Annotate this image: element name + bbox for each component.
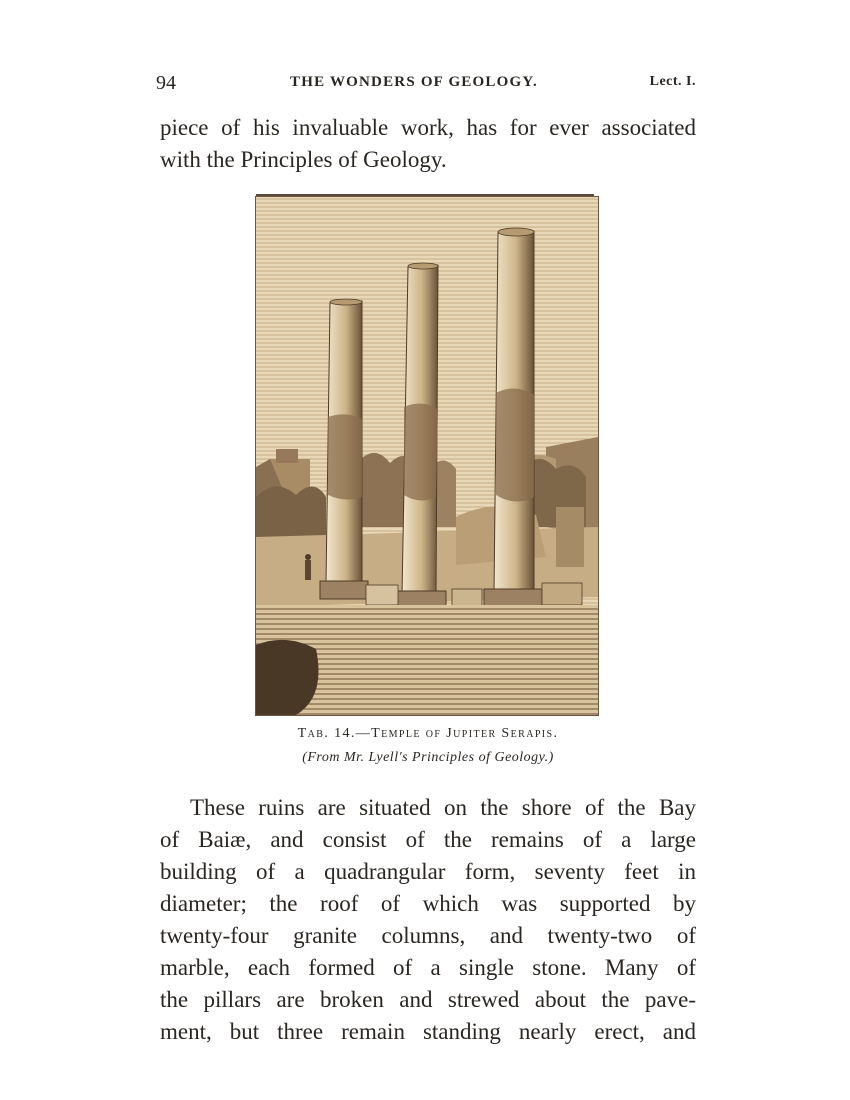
human-figure bbox=[305, 554, 311, 580]
text-line: marble, each formed of a single stone. Many of bbox=[160, 955, 696, 980]
page-header bbox=[156, 72, 696, 96]
text-line: of Baiæ, and consist of the remains of a large bbox=[160, 827, 696, 852]
text-line: diameter; the roof of which was supported by bbox=[160, 891, 696, 916]
text-line: These ruins are situated on the shore of the Bay bbox=[190, 795, 696, 820]
page-number: 94 bbox=[156, 72, 176, 94]
engraving-illustration bbox=[256, 197, 598, 715]
engraving-temple-columns bbox=[255, 196, 599, 716]
text-line: twenty-four granite columns, and twenty-two of bbox=[160, 923, 696, 948]
section-label: Lect. I. bbox=[649, 74, 696, 89]
text-line: building of a quadrangular form, seventy feet in bbox=[160, 859, 696, 884]
text-line: the pillars are broken and strewed about the pave- bbox=[160, 987, 696, 1012]
intro-paragraph bbox=[160, 112, 696, 176]
body-paragraph bbox=[160, 792, 696, 1048]
figure-caption-source: (From Mr. Lyell's Principles of Geology.) bbox=[302, 750, 554, 765]
text-line: with the Principles of Geology. bbox=[160, 147, 447, 172]
figure-caption-title: Tab. 14.—Temple of Jupiter Serapis. bbox=[297, 726, 559, 741]
text-line: ment, but three remain standing nearly erect, and bbox=[160, 1019, 696, 1044]
text-line: piece of his invaluable work, has for ever associated bbox=[160, 115, 696, 140]
running-title: THE WONDERS OF GEOLOGY. bbox=[290, 74, 538, 90]
